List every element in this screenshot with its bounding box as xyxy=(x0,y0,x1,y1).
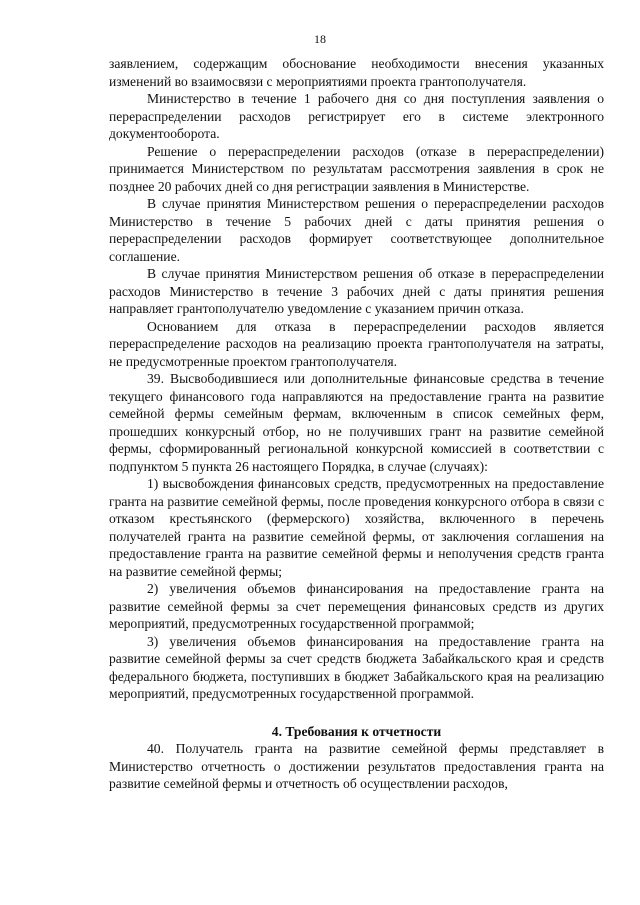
section-title: 4. Требования к отчетности xyxy=(271,723,442,739)
list-item-2: 2) увеличения объемов финансирования на предоставление гранта на развитие семейной фермы за счет перемещения финансовых средств из других мероприятий, предусмотренных государственной программой; xyxy=(109,581,604,631)
paragraph-refusal-grounds: Основанием для отказа в перераспределении расходов является перераспределение расходов на реализацию проекта грантополучателя на затраты, не предусмотренные проектом грантополучателя. xyxy=(109,318,604,369)
paragraph-39: 39. Высвободившиеся или дополнительные финансовые средства в течение текущего финансового года направляются на предоставление гранта на развитие семейной фермы семейным фермам, включенным в список семейных ферм, прошедших конкурсный отбор, но не получивших грант на развитие семейной фермы, сформированный региональной конкурсной комиссией в соответствии с подпунктом 5 пункта 26 настоящего Порядка, в случае (случаях): xyxy=(109,371,604,474)
paragraph-40: 40. Получатель гранта на развитие семейной фермы представляет в Министерство отчетность о достижении результатов предоставления гранта на развитие семейной фермы и отчетность об осуществлении расходов, xyxy=(109,741,604,791)
list-item-3: 3) увеличения объемов финансирования на предоставление гранта на развитие семейной фермы за счет средств бюджета Забайкальского края и средств федерального бюджета, поступивших в бюджет Забайкальского края на реализацию мероприятий, предусмотренных государственной программой. xyxy=(109,633,604,701)
paragraph-decision: Решение о перераспределении расходов (отказе в перераспределении) принимается Министерством по результатам рассмотрения заявления в срок не позднее 20 рабочих дней со дня регистрации заявления в Министерстве. xyxy=(109,143,604,194)
paragraph-refusal: В случае принятия Министерством решения об отказе в перераспределении расходов Министерство в течение 3 рабочих дней с даты принятия решения направляет грантополучателю уведомление с указанием причин отказа. xyxy=(109,266,604,316)
paragraph-registration: Министерство в течение 1 рабочего дня со дня поступления заявления о перераспределении расходов регистрирует его в системе электронного документооборота. xyxy=(109,91,604,141)
document-body xyxy=(109,55,604,793)
list-item-1: 1) высвобождения финансовых средств, предусмотренных на предоставление гранта на развитие семейной фермы, после проведения конкурсного отбора в связи с отказом крестьянского (фермерского) хозяйства, включенного в перечень получателей гранта на развитие семейной фермы, от заключения соглашения на предоставление гранта на развитие семейной фермы и неполучения средств гранта на развитие семейной фермы; xyxy=(109,476,604,579)
paragraph-approval: В случае принятия Министерством решения о перераспределении расходов Министерство в течение 5 рабочих дней с даты принятия решения о перераспределении расходов формирует соответствующее дополнительное соглашение. xyxy=(109,196,604,264)
page-number: 18 xyxy=(314,32,326,46)
paragraph-continuation: заявлением, содержащим обоснование необходимости внесения указанных изменений во взаимосвязи с мероприятиями проекта грантополучателя. xyxy=(109,56,604,89)
